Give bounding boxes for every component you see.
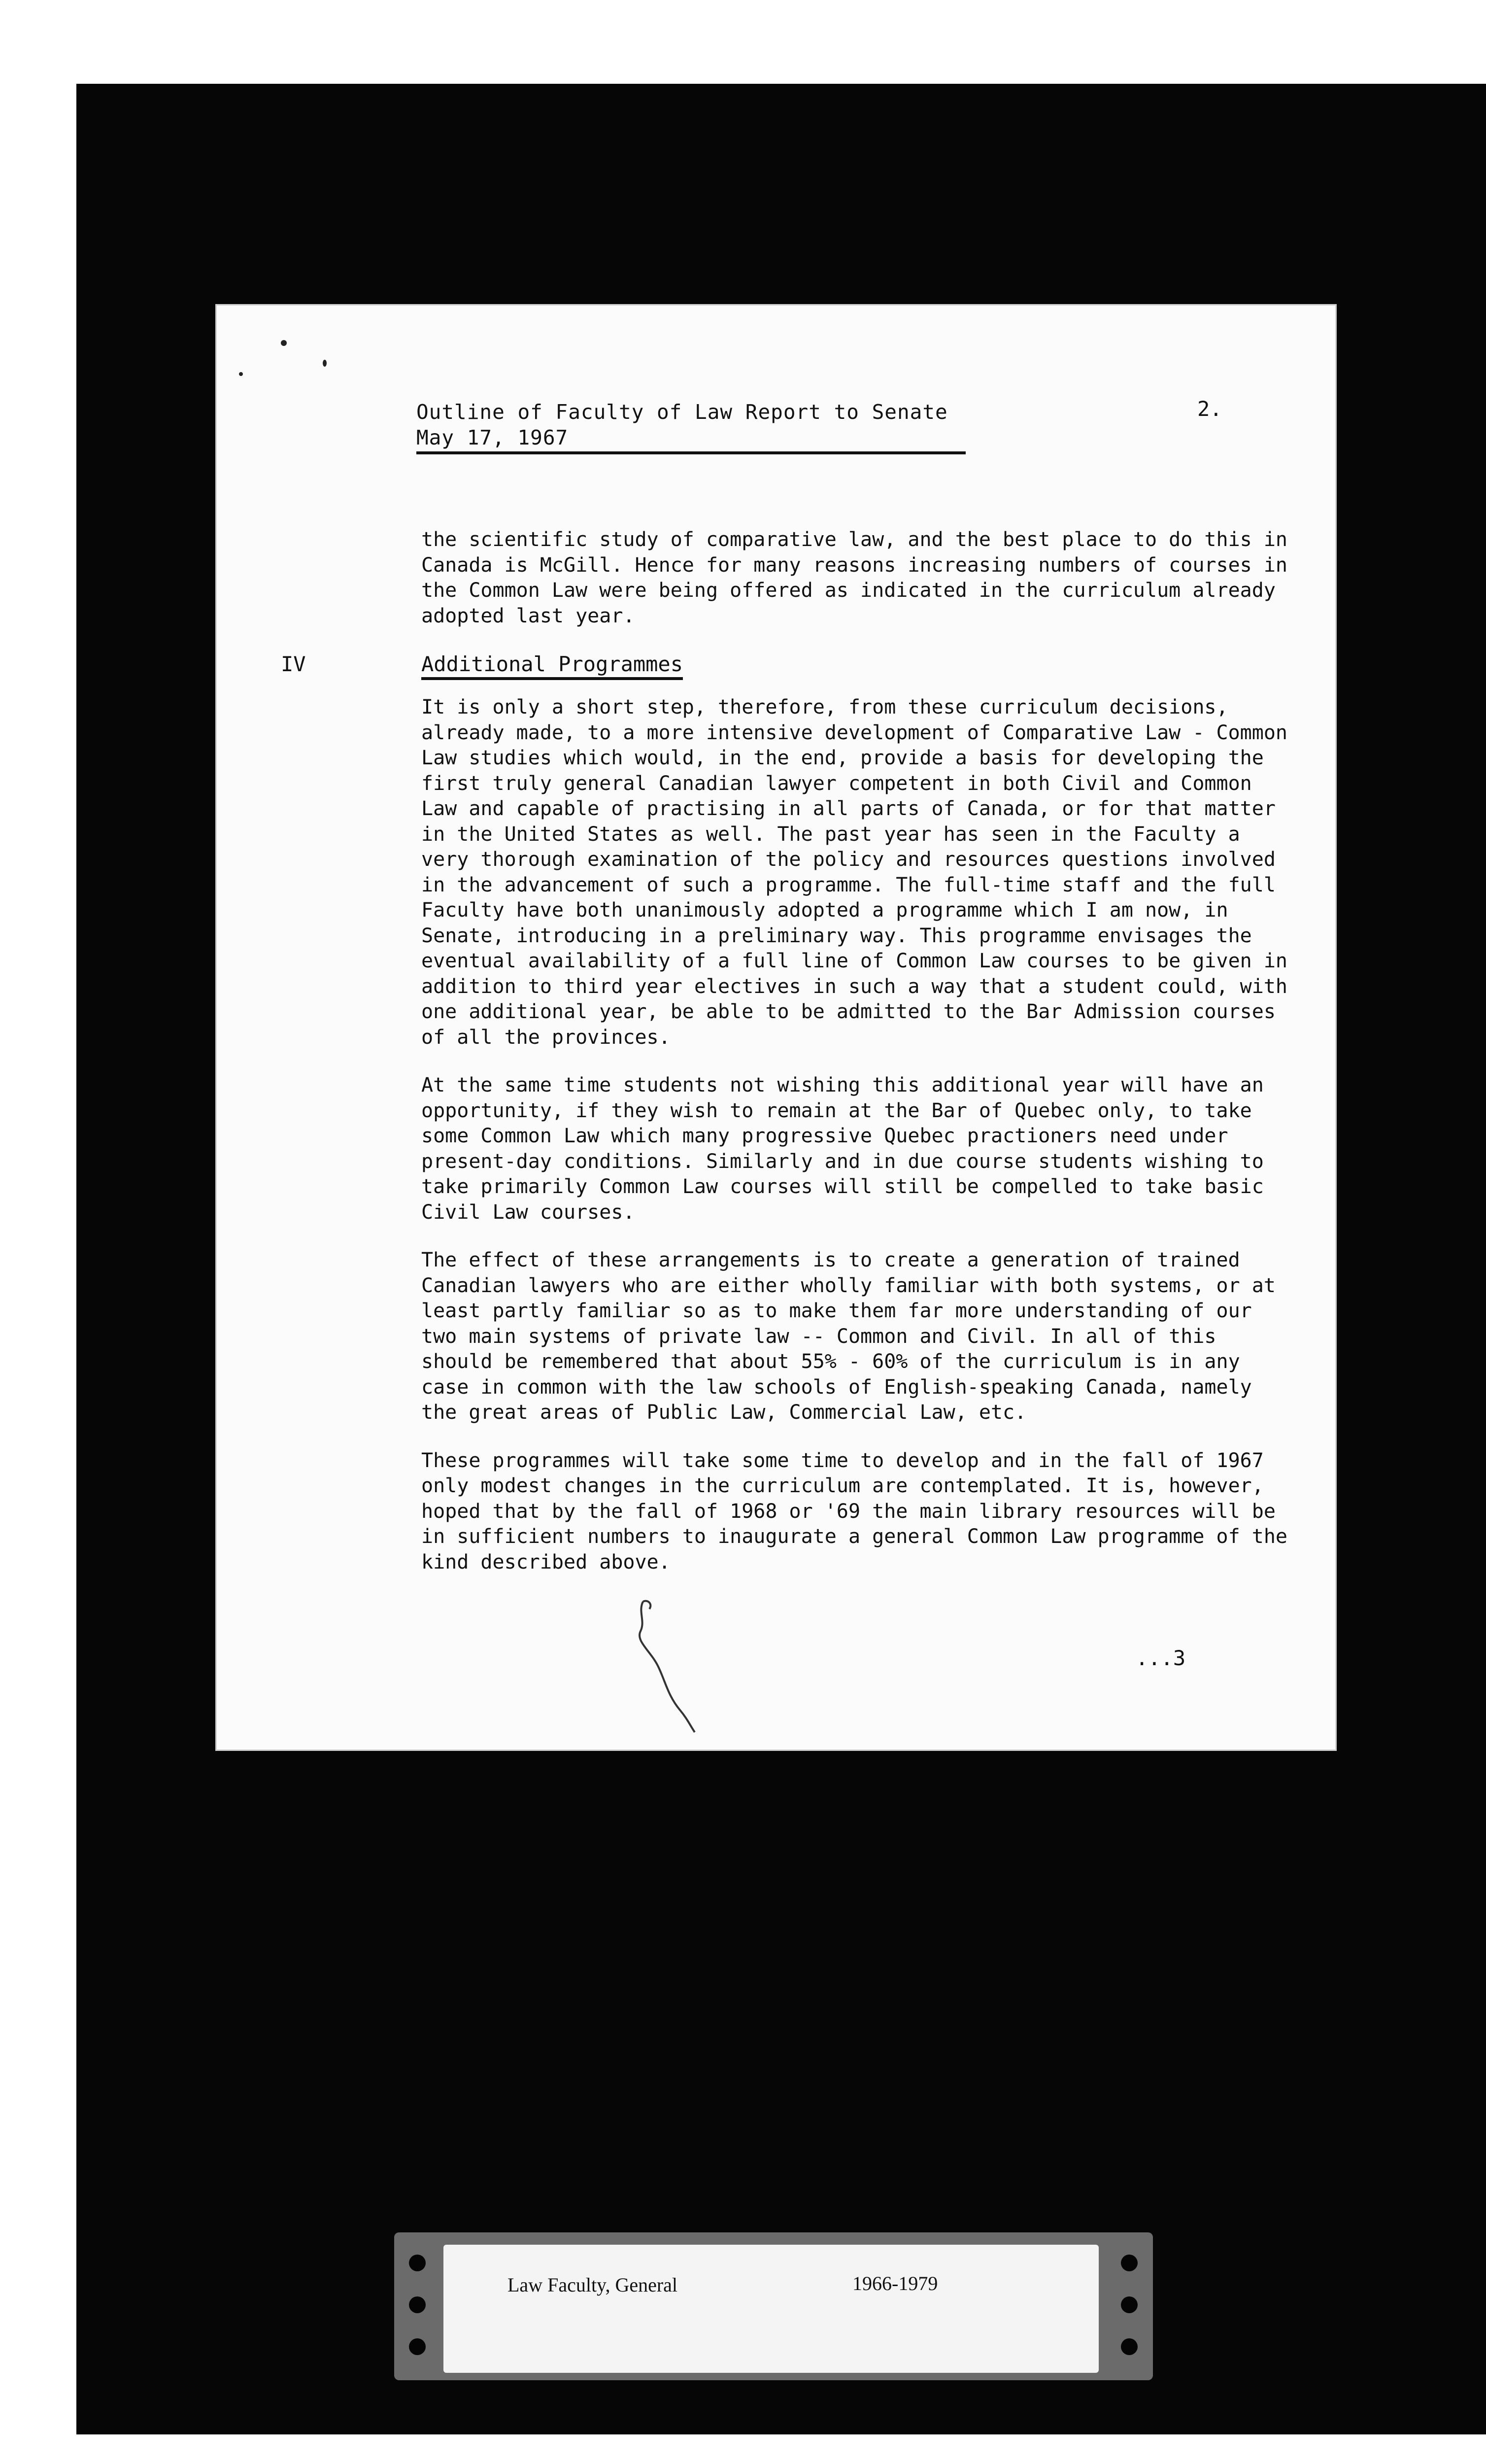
punch-hole <box>1121 2338 1138 2355</box>
folder-label-title: Law Faculty, General <box>507 2274 678 2296</box>
stray-mark <box>239 372 243 376</box>
continued-marker: ...3 <box>1136 1646 1186 1670</box>
page-number: 2. <box>1197 397 1222 421</box>
punch-hole <box>409 2296 426 2313</box>
punch-hole <box>409 2255 426 2271</box>
punch-hole <box>1121 2255 1138 2271</box>
section-number: IV <box>281 652 306 676</box>
paragraph: the scientific study of comparative law, and the best place to do this in Canada is McGill. Hence for many reasons increasing numbers of courses in the Common Law were being offered as indicated in the curriculum already adopted last year. <box>421 528 1287 627</box>
punch-hole <box>409 2338 426 2355</box>
folder-label-strip <box>394 2232 1153 2380</box>
report-body <box>281 527 1288 1598</box>
header-title: Outline of Faculty of Law Report to Senate <box>416 400 948 424</box>
punch-hole <box>1121 2296 1138 2313</box>
header-underline <box>416 451 966 454</box>
handwritten-scribble <box>631 1592 709 1735</box>
section-additional-programmes <box>281 651 1288 1575</box>
folder-label-years: 1966-1979 <box>852 2272 938 2294</box>
header-date: May 17, 1967 <box>416 426 569 449</box>
paragraph: The effect of these arrangements is to create a generation of trained Canadian lawyers who are either wholly familiar with both systems, or at least partly familiar so as to make them far more understanding of our two main systems of private law -- Common and Civil. In all of this should be remembered that about 55% - 60% of the curriculum is in any case in common with the law schools of English-speaking Canada, namely the great areas of Public Law, Commercial Law, etc. <box>421 1249 1276 1424</box>
folder-label <box>443 2245 1099 2373</box>
paragraph: These programmes will take some time to develop and in the fall of 1967 only modest changes in the curriculum are contemplated. It is, however, hoped that by the fall of 1968 or '69 the main library resources will be in sufficient numbers to inaugurate a general Common Law programme of the kind described above. <box>421 1449 1287 1574</box>
stray-mark <box>323 360 327 367</box>
stray-mark <box>281 340 287 346</box>
report-header <box>416 399 968 450</box>
document-page <box>217 306 1335 1749</box>
paragraph: It is only a short step, therefore, from these curriculum decisions, already made, to a more intensive development of Comparative Law - Common Law studies which would, in the end, provide a basis for developing the first truly general Canadian lawyer competent in both Civil and Common Law and capable of practising in all parts of Canada, or for that matter in the United States as well. The past year has seen in the Faculty a very thorough examination of the policy and resources questions involved in the advancement of such a programme. The full-time staff and the full Faculty have both unanimously adopted a programme which I am now, in Senate, introducing in a preliminary way. This programme envisages the eventual availability of a full line of Common Law courses to be given in addition to third year electives in such a way that a student could, with one additional year, be able to be admitted to the Bar Admission courses of all the provinces. <box>421 696 1287 1049</box>
paragraph: At the same time students not wishing this additional year will have an opportunity, if they wish to remain at the Bar of Quebec only, to take some Common Law which many progressive Quebec practioners need under present-day conditions. Similarly and in due course students wishing to take primarily Common Law courses will still be compelled to take basic Civil Law courses. <box>421 1074 1264 1224</box>
section-title: Additional Programmes <box>421 651 683 680</box>
